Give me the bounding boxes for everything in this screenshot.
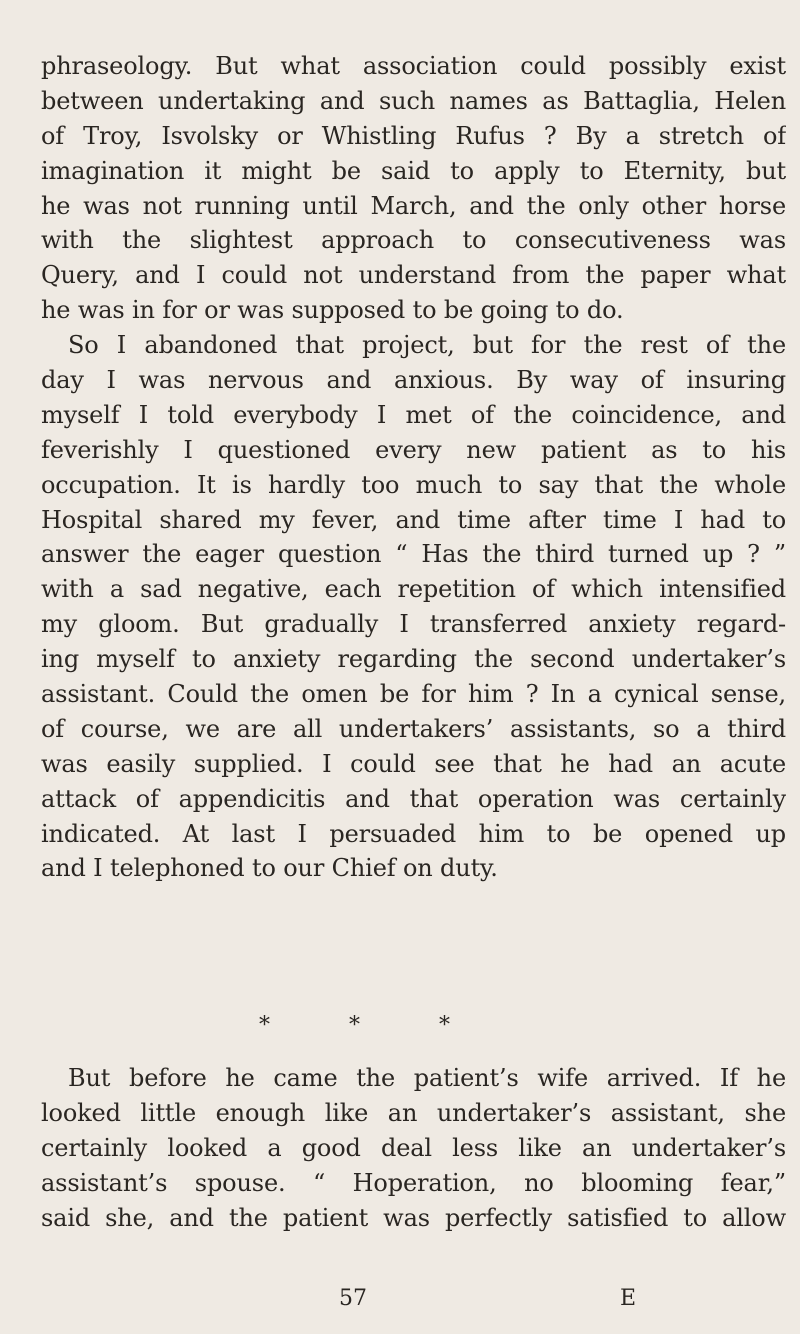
signature-mark: E — [620, 1286, 637, 1311]
text-line: phraseology. But what association could possibly exist — [41, 52, 786, 80]
text-line: myself I told everybody I met of the coincidence, and — [41, 400, 786, 429]
text-line: certainly looked a good deal less like an undertaker’s — [41, 1133, 786, 1162]
text-line: indicated. At last I persuaded him to be opened up — [41, 819, 786, 848]
text-line: Hospital shared my fever, and time after time I had to — [41, 505, 786, 534]
separator-asterisk: * — [439, 1013, 450, 1038]
text-line: occupation. It is hardly too much to say that the whole — [41, 470, 786, 499]
page-number: 57 — [339, 1286, 367, 1311]
page-footer — [0, 1282, 800, 1316]
text-line: of course, we are all undertakers’ assistants, so a third — [41, 714, 786, 743]
text-line: looked little enough like an undertaker’s assistant, she — [41, 1098, 786, 1127]
text-line: with the slightest approach to consecutiveness was — [41, 226, 786, 255]
paragraph-start-line: So I abandoned that project, but for the rest of the — [68, 331, 786, 360]
section-separator — [0, 1009, 800, 1043]
body-text-upper — [41, 49, 786, 886]
separator-asterisk: * — [349, 1013, 360, 1038]
text-line: answer the eager question “ Has the third turned up ? ” — [41, 540, 786, 569]
text-line: he was in for or was supposed to be going to do. — [41, 296, 624, 325]
text-line: imagination it might be said to apply to Eternity, but — [41, 156, 786, 185]
text-line: between undertaking and such names as Battaglia, Helen — [41, 86, 786, 115]
body-text-lower — [41, 1061, 786, 1235]
text-line: day I was nervous and anxious. By way of insuring — [41, 366, 786, 395]
text-line: attack of appendicitis and that operation was certainly — [41, 784, 786, 813]
text-line: ing myself to anxiety regarding the second undertaker’s — [41, 645, 786, 674]
text-line: and I telephoned to our Chief on duty. — [41, 854, 498, 883]
text-line: with a sad negative, each repetition of which intensified — [41, 575, 786, 604]
text-line: assistant. Could the omen be for him ? In a cynical sense, — [41, 680, 786, 709]
text-line: Query, and I could not understand from the paper what — [41, 261, 786, 290]
text-line: he was not running until March, and the only other horse — [41, 191, 786, 220]
text-line: was easily supplied. I could see that he had an acute — [41, 749, 786, 778]
separator-asterisk: * — [259, 1013, 270, 1038]
paragraph-start-line: But before he came the patient’s wife arrived. If he — [68, 1064, 786, 1092]
text-line: of Troy, Isvolsky or Whistling Rufus ? By a stretch of — [41, 121, 786, 150]
text-line: my gloom. But gradually I transferred anxiety regard- — [41, 610, 786, 639]
text-line: feverishly I questioned every new patient as to his — [41, 435, 786, 464]
text-line: said she, and the patient was perfectly satisfied to allow — [41, 1203, 786, 1232]
text-line: assistant’s spouse. “ Hoperation, no blooming fear,” — [41, 1168, 786, 1197]
